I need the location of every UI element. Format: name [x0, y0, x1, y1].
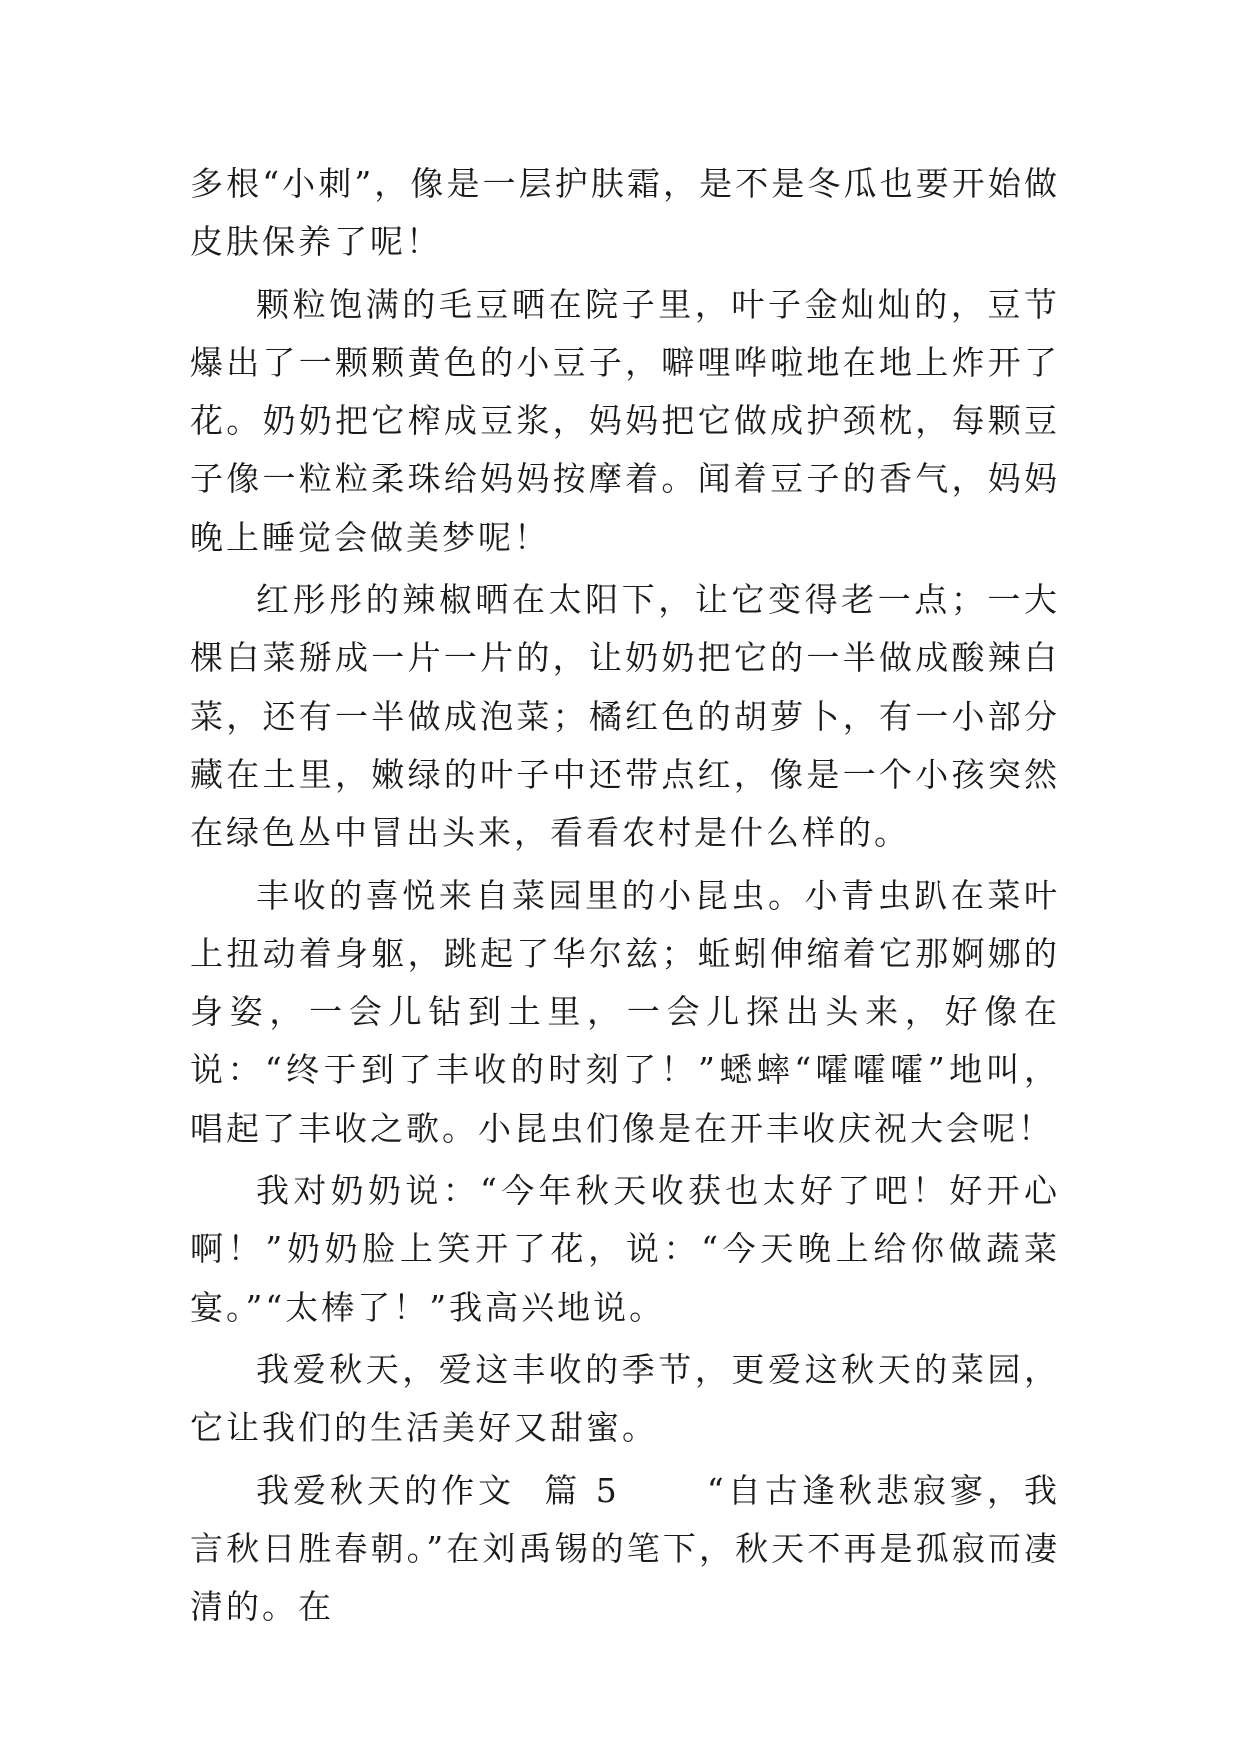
paragraph-conclusion: 我爱秋天，爱这丰收的季节，更爱这秋天的菜园，它让我们的生活美好又甜蜜。 — [190, 1349, 1060, 1448]
paragraph-essay-5-start: 我爱秋天的作文 篇 5 “自古逢秋悲寂寥，我言秋日胜春朝。”在刘禹锡的笔下，秋天不再是孤寂而凄清的。在 — [190, 1470, 1060, 1627]
paragraph-vegetables: 红彤彤的辣椒晒在太阳下，让它变得老一点；一大棵白菜掰成一片一片的，让奶奶把它的一半做成酸辣白菜，还有一半做成泡菜；橘红色的胡萝卜，有一小部分藏在土里，嫩绿的叶子中还带点红，像是一个小孩突然在绿色丛中冒出头来，看看农村是什么样的。 — [190, 580, 1060, 853]
paragraph-insects: 丰收的喜悦来自菜园里的小昆虫。小青虫趴在菜叶上扭动着身躯，跳起了华尔兹；蚯蚓伸缩着它那婀娜的身姿，一会儿钻到土里，一会儿探出头来，好像在说：“终于到了丰收的时刻了！”蟋蟀“嚯嚯嚯”地叫，唱起了丰收之歌。小昆虫们像是在开丰收庆祝大会呢！ — [190, 875, 1060, 1148]
paragraph-continuation: 多根“小刺”，像是一层护肤霜，是不是冬瓜也要开始做皮肤保养了呢！ — [190, 164, 1060, 262]
paragraph-edamame: 颗粒饱满的毛豆晒在院子里，叶子金灿灿的，豆节爆出了一颗颗黄色的小豆子，噼哩哗啦地在地上炸开了花。奶奶把它榨成豆浆，妈妈把它做成护颈枕，每颗豆子像一粒粒柔珠给妈妈按摩着。闻着豆子的香气，妈妈晚上睡觉会做美梦呢！ — [190, 284, 1060, 557]
paragraph-dialogue: 我对奶奶说：“今年秋天收获也太好了吧！好开心啊！”奶奶脸上笑开了花，说：“今天晚上给你做蔬菜宴。”“太棒了！”我高兴地说。 — [190, 1171, 1060, 1327]
essay-body — [190, 155, 1060, 1636]
